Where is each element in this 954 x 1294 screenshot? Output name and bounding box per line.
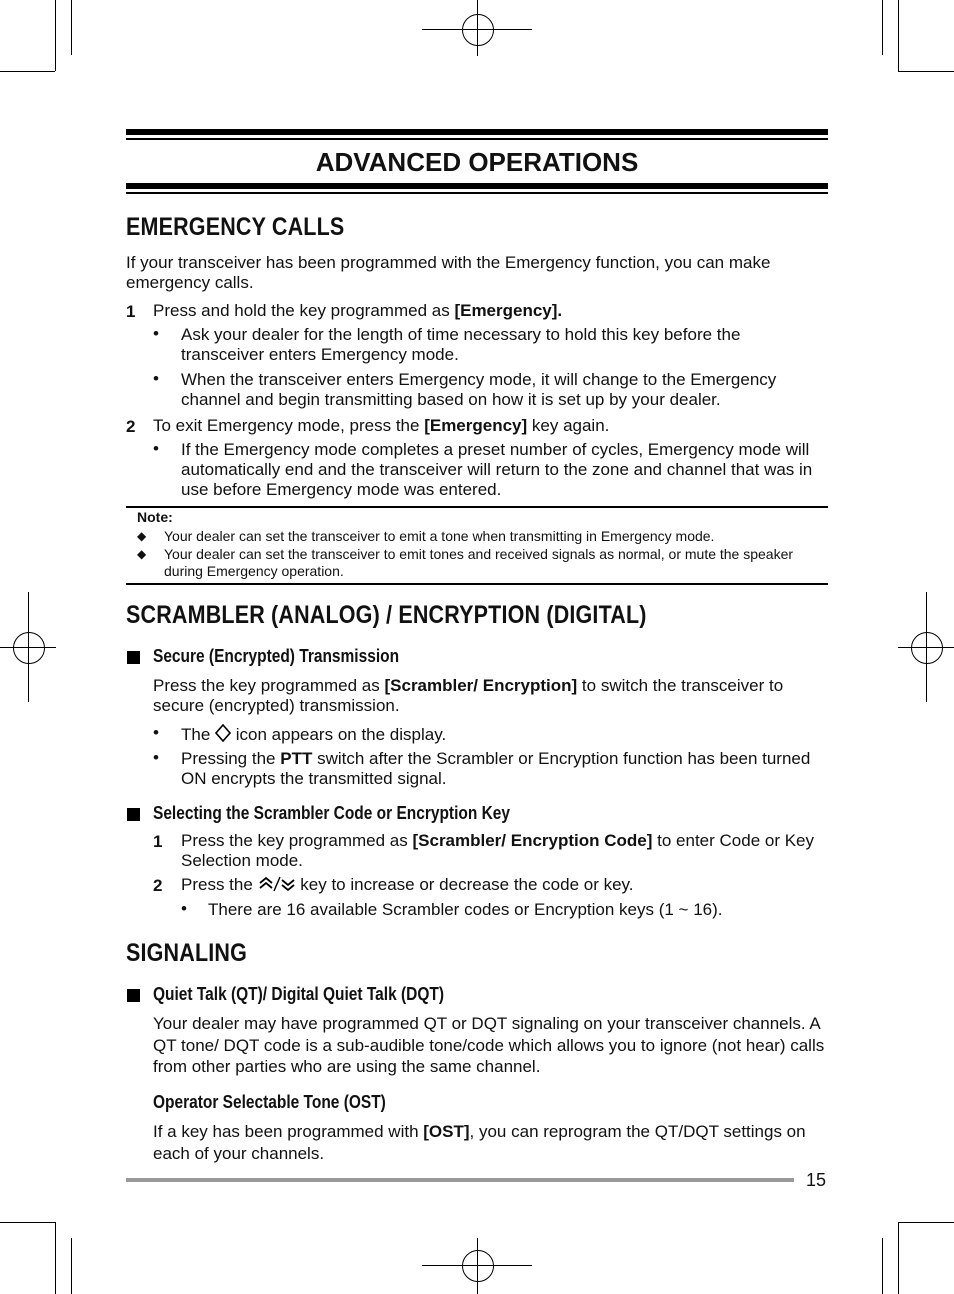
step-1-number: 1 bbox=[126, 302, 136, 321]
bullet-dot: • bbox=[153, 748, 159, 767]
bullet-dot: • bbox=[153, 723, 159, 742]
header-rule-bottom-thin bbox=[126, 192, 828, 194]
step-2-number: 2 bbox=[126, 417, 136, 436]
code-step-1-number: 1 bbox=[153, 832, 163, 851]
diamond-bullet-icon: ◆ bbox=[137, 529, 147, 543]
scrambler-key: [Scrambler/ Encryption] bbox=[384, 676, 578, 695]
note-rule-top bbox=[126, 506, 828, 508]
note-label: Note: bbox=[137, 509, 173, 525]
ost-subheading: Operator Selectable Tone (OST) bbox=[153, 1092, 386, 1112]
ost-text: If a key has been programmed with [OST], you can reprogram the QT/DQT settings on each of your channels. bbox=[153, 1122, 806, 1163]
header-rule-bottom-thick bbox=[126, 183, 828, 189]
code-step-1-text: Press the key programmed as [Scrambler/ Encryption Code] to enter Code or Key Selection mode. bbox=[181, 831, 815, 870]
secure-bullet-1: The icon appears on the display. bbox=[181, 724, 821, 747]
scrambler-heading: SCRAMBLER (ANALOG) / ENCRYPTION (DIGITAL) bbox=[126, 601, 647, 629]
emergency-key: [Emergency]. bbox=[454, 301, 563, 320]
section-square-icon bbox=[127, 808, 140, 821]
note-rule-bottom bbox=[126, 583, 828, 585]
code-step-2-text: Press the key to increase or decrease the code or key. bbox=[181, 875, 831, 898]
step-1-text: Press and hold the key programmed as [Emergency]. bbox=[153, 301, 563, 320]
code-bullet: There are 16 available Scrambler codes or Encryption keys (1 ~ 16). bbox=[208, 900, 723, 919]
footer-rule bbox=[126, 1178, 794, 1182]
step-1-bullet-1: Ask your dealer for the length of time necessary to hold this key before the transceiver enters Emergency mode. bbox=[181, 325, 741, 364]
step-2-bullet-1: If the Emergency mode completes a preset number of cycles, Emergency mode will automatically end and the transceiver will return to the zone and channel that was in use before Emergency mode was entered. bbox=[181, 440, 813, 499]
section-square-icon bbox=[127, 651, 140, 664]
qt-text: Your dealer may have programmed QT or DQT signaling on your transceiver channels. A QT tone/ DQT code is a sub-audible tone/code which allows you to ignore (not hear) calls from other parties who are using the same channel. bbox=[153, 1014, 825, 1076]
header-rule-top-thick bbox=[126, 129, 828, 135]
step-2-text: To exit Emergency mode, press the [Emergency] key again. bbox=[153, 416, 610, 435]
signaling-heading: SIGNALING bbox=[126, 939, 248, 967]
emergency-key: [Emergency] bbox=[424, 416, 528, 435]
secure-text: Press the key programmed as [Scrambler/ Encryption] to switch the transceiver to secure (encrypted) transmission. bbox=[153, 676, 784, 715]
page-number: 15 bbox=[806, 1170, 827, 1190]
bullet-dot: • bbox=[153, 324, 159, 343]
bullet-dot: • bbox=[153, 439, 159, 458]
secure-bullet-2: Pressing the PTT switch after the Scrambler or Encryption function has been turned ON encrypts the transmitted signal. bbox=[181, 749, 811, 788]
section-square-icon bbox=[127, 989, 140, 1002]
header-rule-top-thin bbox=[126, 138, 828, 140]
note-item-1: Your dealer can set the transceiver to emit a tone when transmitting in Emergency mode. bbox=[164, 528, 715, 544]
note-item-2: Your dealer can set the transceiver to emit tones and received signals as normal, or mute the speaker during Emergency operation. bbox=[164, 546, 794, 579]
bullet-dot: • bbox=[181, 899, 187, 918]
diamond-bullet-icon: ◆ bbox=[137, 547, 147, 561]
secure-subheading: Secure (Encrypted) Transmission bbox=[153, 646, 400, 666]
emergency-intro: If your transceiver has been programmed with the Emergency function, you can make emergency calls. bbox=[126, 253, 771, 292]
step-1-bullet-2: When the transceiver enters Emergency mode, it will change to the Emergency channel and begin transmitting based on how it is set up by your dealer. bbox=[181, 370, 777, 409]
code-subheading: Selecting the Scrambler Code or Encryption Key bbox=[153, 803, 510, 823]
page-title: ADVANCED OPERATIONS bbox=[315, 147, 639, 177]
bullet-dot: • bbox=[153, 369, 159, 388]
secure-diamond-icon bbox=[215, 724, 231, 747]
qt-subheading: Quiet Talk (QT)/ Digital Quiet Talk (DQT) bbox=[153, 984, 444, 1004]
code-step-2-number: 2 bbox=[153, 876, 163, 895]
up-down-keys-icon bbox=[258, 875, 296, 898]
emergency-heading: EMERGENCY CALLS bbox=[126, 213, 345, 241]
